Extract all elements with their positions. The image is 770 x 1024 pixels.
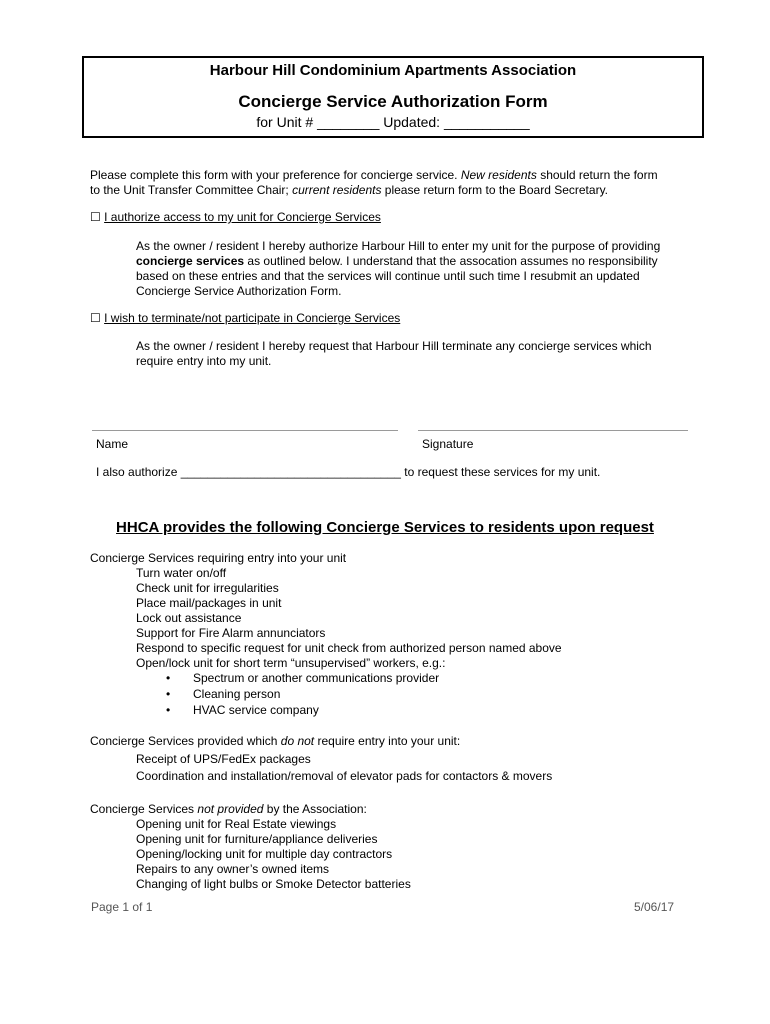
list-item: Check unit for irregularities xyxy=(136,581,279,595)
no-entry-list xyxy=(136,751,552,785)
heading-text: Concierge Services xyxy=(90,802,198,816)
terminate-statement xyxy=(136,339,652,369)
terminate-checkbox[interactable]: ☐ xyxy=(90,311,101,325)
intro-text: should return the form xyxy=(536,168,658,182)
requiring-entry-list xyxy=(136,566,562,671)
signature-label: Signature xyxy=(422,437,474,451)
statement-line: based on these entries and that the services will continue until such time I resubmit an updated xyxy=(136,269,640,283)
statement-line: As the owner / resident I hereby request that Harbour Hill terminate any concierge services which xyxy=(136,339,652,353)
requiring-entry-heading: Concierge Services requiring entry into your unit xyxy=(90,551,347,565)
unit-updated-line: for Unit # ________ Updated: ___________ xyxy=(256,114,530,130)
list-item: Coordination and installation/removal of elevator pads for contactors & movers xyxy=(136,769,553,783)
association-name: Harbour Hill Condominium Apartments Association xyxy=(209,62,577,79)
form-title: Concierge Service Authorization Form xyxy=(238,92,548,111)
list-item: Repairs to any owner’s owned items xyxy=(136,862,329,876)
list-item: Support for Fire Alarm annunciators xyxy=(136,626,326,640)
authorize-option xyxy=(90,210,381,225)
services-title: HHCA provides the following Concierge Services to residents upon request xyxy=(116,519,654,536)
authorize-checkbox[interactable]: ☐ xyxy=(90,210,101,224)
also-authorize-line: I also authorize _________________________________ to request these services for my unit. xyxy=(96,465,601,479)
worker-examples-list xyxy=(166,670,439,718)
terminate-option xyxy=(90,311,400,326)
heading-text: require entry into your unit: xyxy=(314,734,461,748)
form-header xyxy=(82,56,704,138)
statement-line: as outlined below. I understand that the assocation assumes no responsibility xyxy=(244,254,658,268)
bullet-item xyxy=(166,670,439,686)
bullet-text: HVAC service company xyxy=(193,703,319,717)
heading-text: Concierge Services provided which xyxy=(90,734,281,748)
heading-emphasis: do not xyxy=(280,734,315,748)
intro-text: Please complete this form with your preference for concierge service. xyxy=(90,168,461,182)
intro-paragraph xyxy=(90,168,658,198)
list-item: Respond to specific request for unit check from authorized person named above xyxy=(136,641,562,655)
intro-text: please return form to the Board Secretary. xyxy=(381,183,609,197)
name-label: Name xyxy=(96,437,129,451)
statement-line: As the owner / resident I hereby authorize Harbour Hill to enter my unit for the purpose of providing xyxy=(136,239,661,253)
no-entry-heading xyxy=(90,734,460,749)
bullet-item xyxy=(166,702,439,718)
page-number: Page 1 of 1 xyxy=(91,900,153,914)
list-item: Changing of light bulbs or Smoke Detector batteries xyxy=(136,877,411,891)
heading-text: by the Association: xyxy=(263,802,367,816)
bullet-icon: • xyxy=(166,703,171,717)
intro-current-residents: current residents xyxy=(292,183,382,197)
statement-line: Concierge Service Authorization Form. xyxy=(136,284,342,298)
bullet-text: Spectrum or another communications provider xyxy=(193,671,440,685)
bullet-item xyxy=(166,686,439,702)
bullet-text: Cleaning person xyxy=(193,687,281,701)
list-item: Turn water on/off xyxy=(136,566,227,580)
list-item: Opening unit for furniture/appliance deliveries xyxy=(136,832,378,846)
statement-line: require entry into my unit. xyxy=(136,354,272,368)
statement-bold: concierge services xyxy=(136,254,245,268)
intro-new-residents: New residents xyxy=(460,168,537,182)
authorize-label: I authorize access to my unit for Concierge Services xyxy=(104,210,381,224)
list-item: Lock out assistance xyxy=(136,611,242,625)
not-provided-heading xyxy=(90,802,367,817)
not-provided-list xyxy=(136,817,411,892)
list-item: Opening unit for Real Estate viewings xyxy=(136,817,337,831)
footer-date: 5/06/17 xyxy=(634,900,675,914)
bullet-icon: • xyxy=(166,671,171,685)
list-item: Opening/locking unit for multiple day contractors xyxy=(136,847,393,861)
heading-emphasis: not provided xyxy=(197,802,264,816)
authorize-statement xyxy=(136,239,660,299)
signature-line[interactable] xyxy=(418,430,688,431)
list-item: Open/lock unit for short term “unsupervised” workers, e.g.: xyxy=(136,656,446,670)
name-line[interactable] xyxy=(92,430,398,431)
list-item: Receipt of UPS/FedEx packages xyxy=(136,752,311,766)
bullet-icon: • xyxy=(166,687,171,701)
terminate-label: I wish to terminate/not participate in Concierge Services xyxy=(104,311,401,325)
list-item: Place mail/packages in unit xyxy=(136,596,282,610)
intro-text: to the Unit Transfer Committee Chair; xyxy=(90,183,293,197)
